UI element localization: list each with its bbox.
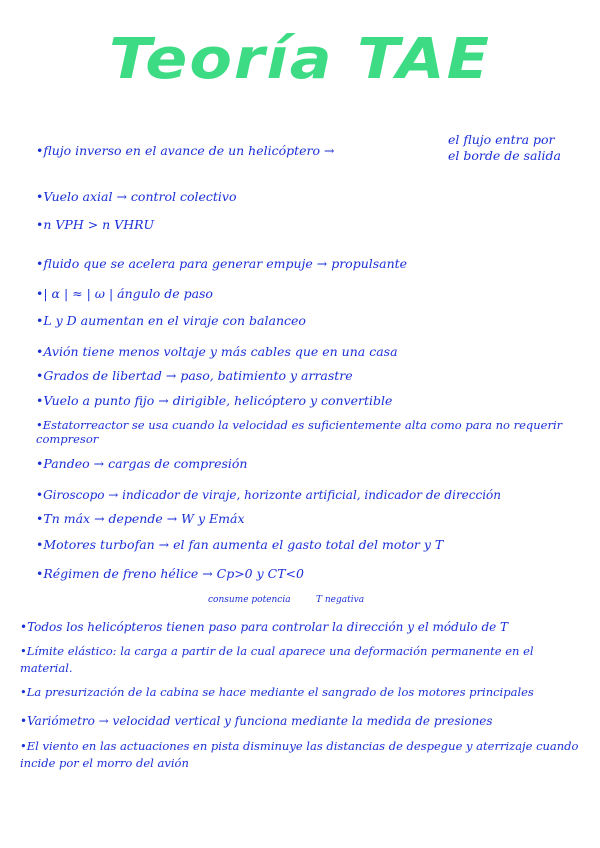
note-9: •Vuelo a punto fijo → dirigible, helicóptero y convertible xyxy=(36,393,393,408)
note-6: •L y D aumentan en el viraje con balanceo xyxy=(36,313,306,328)
note-10: •Estatorreactor se usa cuando la velocidad es suficientemente alta como para no requerir compresor xyxy=(36,418,563,446)
note-18: •La presurización de la cabina se hace mediante el sangrado de los motores principales xyxy=(20,685,534,699)
side-note: el flujo entra por el borde de salida xyxy=(448,132,561,163)
note-11: •Pandeo → cargas de compresión xyxy=(36,456,248,471)
note-20: •El viento en las actuaciones en pista disminuye las distancias de despegue y aterrizaje cuando incide por el morro del avión xyxy=(20,739,579,770)
note-12: •Giroscopo → indicador de viraje, horizonte artificial, indicador de dirección xyxy=(36,488,502,502)
note-2: •Vuelo axial → control colectivo xyxy=(36,189,237,204)
note-14: •Motores turbofan → el fan aumenta el gasto total del motor y T xyxy=(36,537,444,552)
note-4: •fluido que se acelera para generar empuje → propulsante xyxy=(36,256,408,271)
note-1: •flujo inverso en el avance de un helicóptero → xyxy=(36,143,335,158)
note-7: •Avión tiene menos voltaje y más cables que en una casa xyxy=(36,344,398,359)
annotation-t-negative: T negativa xyxy=(316,595,365,605)
note-8: •Grados de libertad → paso, batimiento y arrastre xyxy=(36,368,353,383)
note-16: •Todos los helicópteros tienen paso para controlar la dirección y el módulo de T xyxy=(20,620,509,634)
note-17: •Límite elástico: la carga a partir de la cual aparece una deformación permanente en el material. xyxy=(20,644,534,675)
note-15: •Régimen de freno hélice → Cp>0 y CT<0 xyxy=(36,566,304,581)
note-5: •| α | ≈ | ω | ángulo de paso xyxy=(36,286,213,301)
note-19: •Variómetro → velocidad vertical y funciona mediante la medida de presiones xyxy=(20,714,493,728)
annotation-consume: consume potencia xyxy=(208,595,291,605)
page-title: Teoría TAE xyxy=(108,25,491,92)
note-13: •Tn máx → depende → W y Emáx xyxy=(36,511,245,526)
note-3: •n VPH > n VHRU xyxy=(36,217,155,232)
